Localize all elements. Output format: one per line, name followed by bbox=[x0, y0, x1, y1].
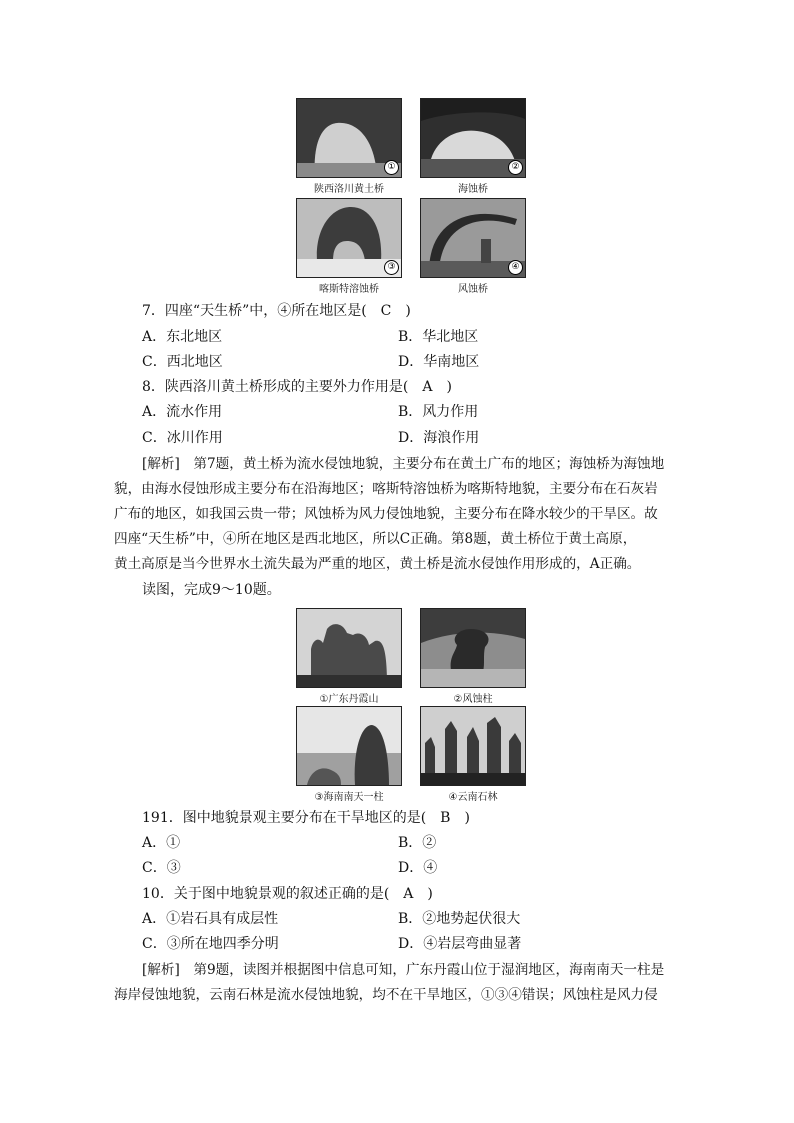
analysis-row: 海岸侵蚀地貌，云南石林是流水侵蚀地貌，均不在干旱地区，①③④错误；风蚀柱是风力侵 bbox=[114, 987, 658, 1003]
analysis-row: 貌，由海水侵蚀形成主要分布在沿海地区；喀斯特溶蚀桥为喀斯特地貌，主要分布在石灰岩 bbox=[114, 481, 658, 497]
figure2-item-2 bbox=[420, 608, 526, 705]
q7-option-d: D．华南地区 bbox=[398, 354, 480, 370]
figure-number-1: ① bbox=[384, 160, 399, 175]
q9-option-c: C．③ bbox=[142, 860, 181, 876]
analysis-9-10 bbox=[114, 958, 682, 1008]
analysis-7-8 bbox=[114, 452, 682, 577]
figure-item-2 bbox=[420, 98, 526, 195]
danxia-image bbox=[297, 609, 401, 687]
figure2-item-3 bbox=[296, 706, 402, 803]
q7-option-c: C．西北地区 bbox=[142, 354, 223, 370]
question-10-stem: 10．关于图中地貌景观的叙述正确的是( A ) bbox=[142, 886, 433, 902]
caption-karst-arch: 喀斯特溶蚀桥 bbox=[319, 284, 379, 295]
figure-natural-bridges bbox=[296, 98, 528, 298]
q8-option-c: C．冰川作用 bbox=[142, 430, 223, 446]
figure2-item-1 bbox=[296, 608, 402, 705]
analysis-row: [解析] 第9题，读图并根据图中信息可知，广东丹霞山位于湿润地区，海南南天一柱是 bbox=[142, 962, 665, 978]
figure-item-3 bbox=[296, 198, 402, 295]
q9-option-d: D．④ bbox=[398, 860, 438, 876]
stone-forest-photo bbox=[420, 706, 526, 786]
caption-sea-pillar: ③海南南天一柱 bbox=[314, 792, 384, 803]
analysis-row: [解析] 第7题，黄土桥为流水侵蚀地貌，主要分布在黄土广布的地区；海蚀桥为海蚀地 bbox=[142, 456, 665, 472]
wind-pillar-photo bbox=[420, 608, 526, 688]
caption-wind-pillar: ②风蚀柱 bbox=[453, 694, 493, 705]
figure-item-1 bbox=[296, 98, 402, 195]
figure-number-3: ③ bbox=[384, 260, 399, 275]
figure2-item-4 bbox=[420, 706, 526, 803]
q9-option-b: B．② bbox=[398, 835, 437, 851]
q8-option-a: A．流水作用 bbox=[142, 404, 223, 420]
karst-arch-photo bbox=[296, 198, 402, 278]
q10-option-c: C．③所在地四季分明 bbox=[142, 936, 279, 952]
figure-number-4: ④ bbox=[508, 260, 523, 275]
q9-option-a: A．① bbox=[142, 835, 181, 851]
analysis-row: 黄土高原是当今世界水土流失最为严重的地区，黄土桥是流水侵蚀作用形成的，A正确。 bbox=[114, 556, 641, 572]
q10-option-a: A．①岩石具有成层性 bbox=[142, 911, 279, 927]
wind-pillar-image bbox=[421, 609, 525, 687]
figure-number-2: ② bbox=[508, 160, 523, 175]
danxia-photo bbox=[296, 608, 402, 688]
figure-landforms bbox=[296, 608, 528, 804]
figure-item-4 bbox=[420, 198, 526, 295]
q10-option-d: D．④岩层弯曲显著 bbox=[398, 936, 522, 952]
arch-photo bbox=[296, 98, 402, 178]
q10-option-b: B．②地势起伏很大 bbox=[398, 911, 521, 927]
caption-loess-bridge: 陕西洛川黄土桥 bbox=[314, 184, 384, 195]
caption-wind-arch: 风蚀桥 bbox=[458, 284, 488, 295]
caption-stone-forest: ④云南石林 bbox=[448, 792, 498, 803]
question-9-stem: 191．图中地貌景观主要分布在干旱地区的是( B ) bbox=[142, 810, 470, 826]
wind-arch-photo bbox=[420, 198, 526, 278]
analysis-row: 四座“天生桥”中，④所在地区是西北地区，所以C正确。第8题，黄土桥位于黄土高原， bbox=[114, 531, 637, 547]
question-7-stem: 7．四座“天生桥”中，④所在地区是( C ) bbox=[142, 303, 411, 319]
analysis-row: 广布的地区，如我国云贵一带；风蚀桥为风力侵蚀地貌，主要分布在降水较少的干旱区。故 bbox=[114, 506, 658, 522]
stone-forest-image bbox=[421, 707, 525, 785]
q8-option-d: D．海浪作用 bbox=[398, 430, 480, 446]
q7-option-b: B．华北地区 bbox=[398, 329, 479, 345]
reading-prompt: 读图，完成9～10题。 bbox=[142, 582, 281, 598]
q8-option-b: B．风力作用 bbox=[398, 404, 479, 420]
caption-danxia: ①广东丹霞山 bbox=[319, 694, 379, 705]
caption-sea-arch: 海蚀桥 bbox=[458, 184, 488, 195]
sea-pillar-image bbox=[297, 707, 401, 785]
sea-arch-photo bbox=[420, 98, 526, 178]
question-8-stem: 8．陕西洛川黄土桥形成的主要外力作用是( A ) bbox=[142, 379, 452, 395]
sea-pillar-photo bbox=[296, 706, 402, 786]
q7-option-a: A．东北地区 bbox=[142, 329, 223, 345]
